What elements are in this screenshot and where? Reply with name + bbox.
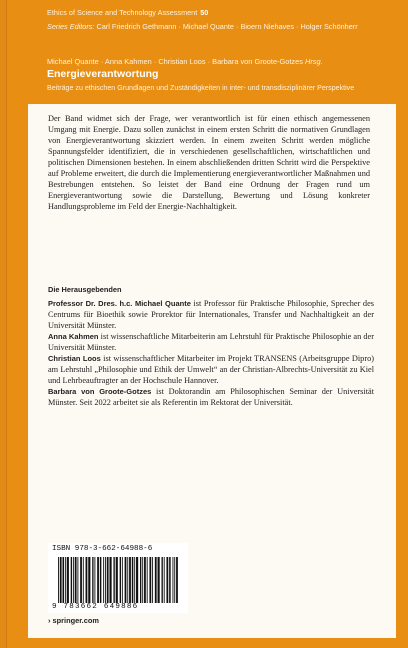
barcode-bar [147,557,148,603]
authors-suffix: Hrsg. [305,57,323,66]
bio-groote-gotzes [48,386,374,408]
bio-kahmen [48,331,374,353]
bio-quante [48,298,374,331]
barcode-bar [125,557,127,603]
series-editors-line [47,22,358,31]
barcode-bar [77,557,78,603]
publisher-url[interactable]: › springer.com [48,616,99,625]
barcode-bar [113,557,114,603]
barcode-bar [63,557,65,603]
barcode-bar [60,557,62,603]
book-subtitle: Beiträge zu ethischen Grundlagen und Zuständigkeiten in inter- und transdisziplinärer Perspektive [47,84,355,92]
barcode-bar [109,557,111,603]
barcode-bar [92,557,93,603]
barcode-bar [134,557,135,603]
editor-bios [48,298,374,408]
barcode-bar [107,557,109,603]
series-number: 50 [200,8,209,17]
isbn-label: ISBN 978-3-662-64988-6 [52,545,153,553]
barcode-bar [75,557,77,603]
barcode-bar [105,557,106,603]
barcode-bar [136,557,138,603]
barcode-bars [57,557,179,603]
series-editors-label: Series Editors: [47,22,95,31]
barcode-bar [176,557,178,603]
series-editors-names: Carl Friedrich Gethmann · Michael Quante · Bioern Niehaves · Holger Schönherr [96,22,358,31]
isbn-digits: 9 783662 649886 [52,603,139,611]
barcode-bar [158,557,160,603]
barcode-bar [140,557,141,603]
barcode-bar [122,557,123,603]
series-line [47,8,208,17]
barcode-bar [67,557,69,603]
barcode-bar [80,557,82,603]
barcode-bar [129,557,131,603]
barcode-bar [169,557,171,603]
bio-name: Christian Loos [48,354,101,363]
barcode-bar [100,557,102,603]
bio-name: Professor Dr. Dres. h.c. Michael Quante [48,299,191,308]
barcode-bar [164,557,165,603]
series-name: Ethics of Science and Technology Assessment [47,8,198,17]
content-panel [28,104,396,638]
barcode-bar [149,557,151,603]
isbn-barcode [48,543,188,613]
barcode-bar [152,557,153,603]
bio-loos [48,353,374,386]
barcode-bar [97,557,99,603]
authors-names: Michael Quante · Anna Kahmen · Christian Loos · Barbara von Groote-Gotzes [47,57,303,66]
bio-text: ist Doktorandin am Philosophischen Seminar der Universität Münster. Seit 2022 arbeitet sie als Referentin im Rektorat der Universität. [48,387,374,407]
barcode-bar [155,557,157,603]
barcode-bar [127,557,128,603]
barcode-bar [120,557,121,603]
blurb-text: Der Band widmet sich der Frage, wer verantwortlich ist für einen ethisch angemessenen Umgang mit Energie. Dazu sollen zunächst in einem ersten Schritt die normativen Grundlagen von Energieverantwortung skizziert werden. In einem zweiten Schritt werden mögliche Spannungsfelder identifiziert, die in verschiedenen gesellschaftlichen, wirtschaftlichen und politischen Dimensionen bestehen. In einem abschließenden dritten Schritt wird die Perspektive auf Probleme erweitert, die durch die Implementierung energieverantwortlicher Maßnahmen und Bestrebungen entstehen. So leistet der Band eine Ordnung der Fragen rund um Energieverantwortung sowie die Darstellung, Bewertung und Lösung konkreter Handlungsprobleme im Feld der Energie-Nachhaltigkeit. [48,114,370,211]
bio-text: ist wissenschaftlicher Mitarbeiter im Projekt TRANSENS (Arbeitsgruppe Dipro) am Lehrstuhl „Philosophie und Ethik der Umwelt“ an der Christian-Albrechts-Universität zu Kiel und Lehrbeauftragter an der Hochschule Hannover. [48,354,374,385]
spine-edge [0,0,7,648]
bio-name: Anna Kahmen [48,332,99,341]
barcode-bar [166,557,168,603]
barcode-bar [73,557,74,603]
bio-text: ist Professor für Praktische Philosophie, Sprecher des Centrums für Bioethik sowie Prorektor für Internationales, Transfer und Nachhaltigkeit an der Universität Münster. [48,299,374,330]
barcode-bar [88,557,90,603]
book-title: Energieverantwortung [47,68,159,80]
barcode-bar [132,557,134,603]
barcode-bar [172,557,173,603]
barcode-bar [174,557,175,603]
barcode-bar [94,557,95,603]
barcode-bar [116,557,118,603]
authors-line [47,57,323,66]
editors-heading: Die Herausgebenden [48,285,122,294]
barcode-bar [103,557,104,603]
barcode-bar [86,557,88,603]
barcode-bar [71,557,72,603]
barcode-bar [65,557,66,603]
barcode-bar [162,557,163,603]
barcode-bar [58,557,59,603]
bio-name: Barbara von Groote-Gotzes [48,387,152,396]
barcode-bar [83,557,84,603]
barcode-bar [144,557,146,603]
barcode-bar [142,557,143,603]
bio-text: ist wissenschaftliche Mitarbeiterin am Lehrstuhl für Praktische Philosophie an der Universität Münster. [48,332,374,352]
